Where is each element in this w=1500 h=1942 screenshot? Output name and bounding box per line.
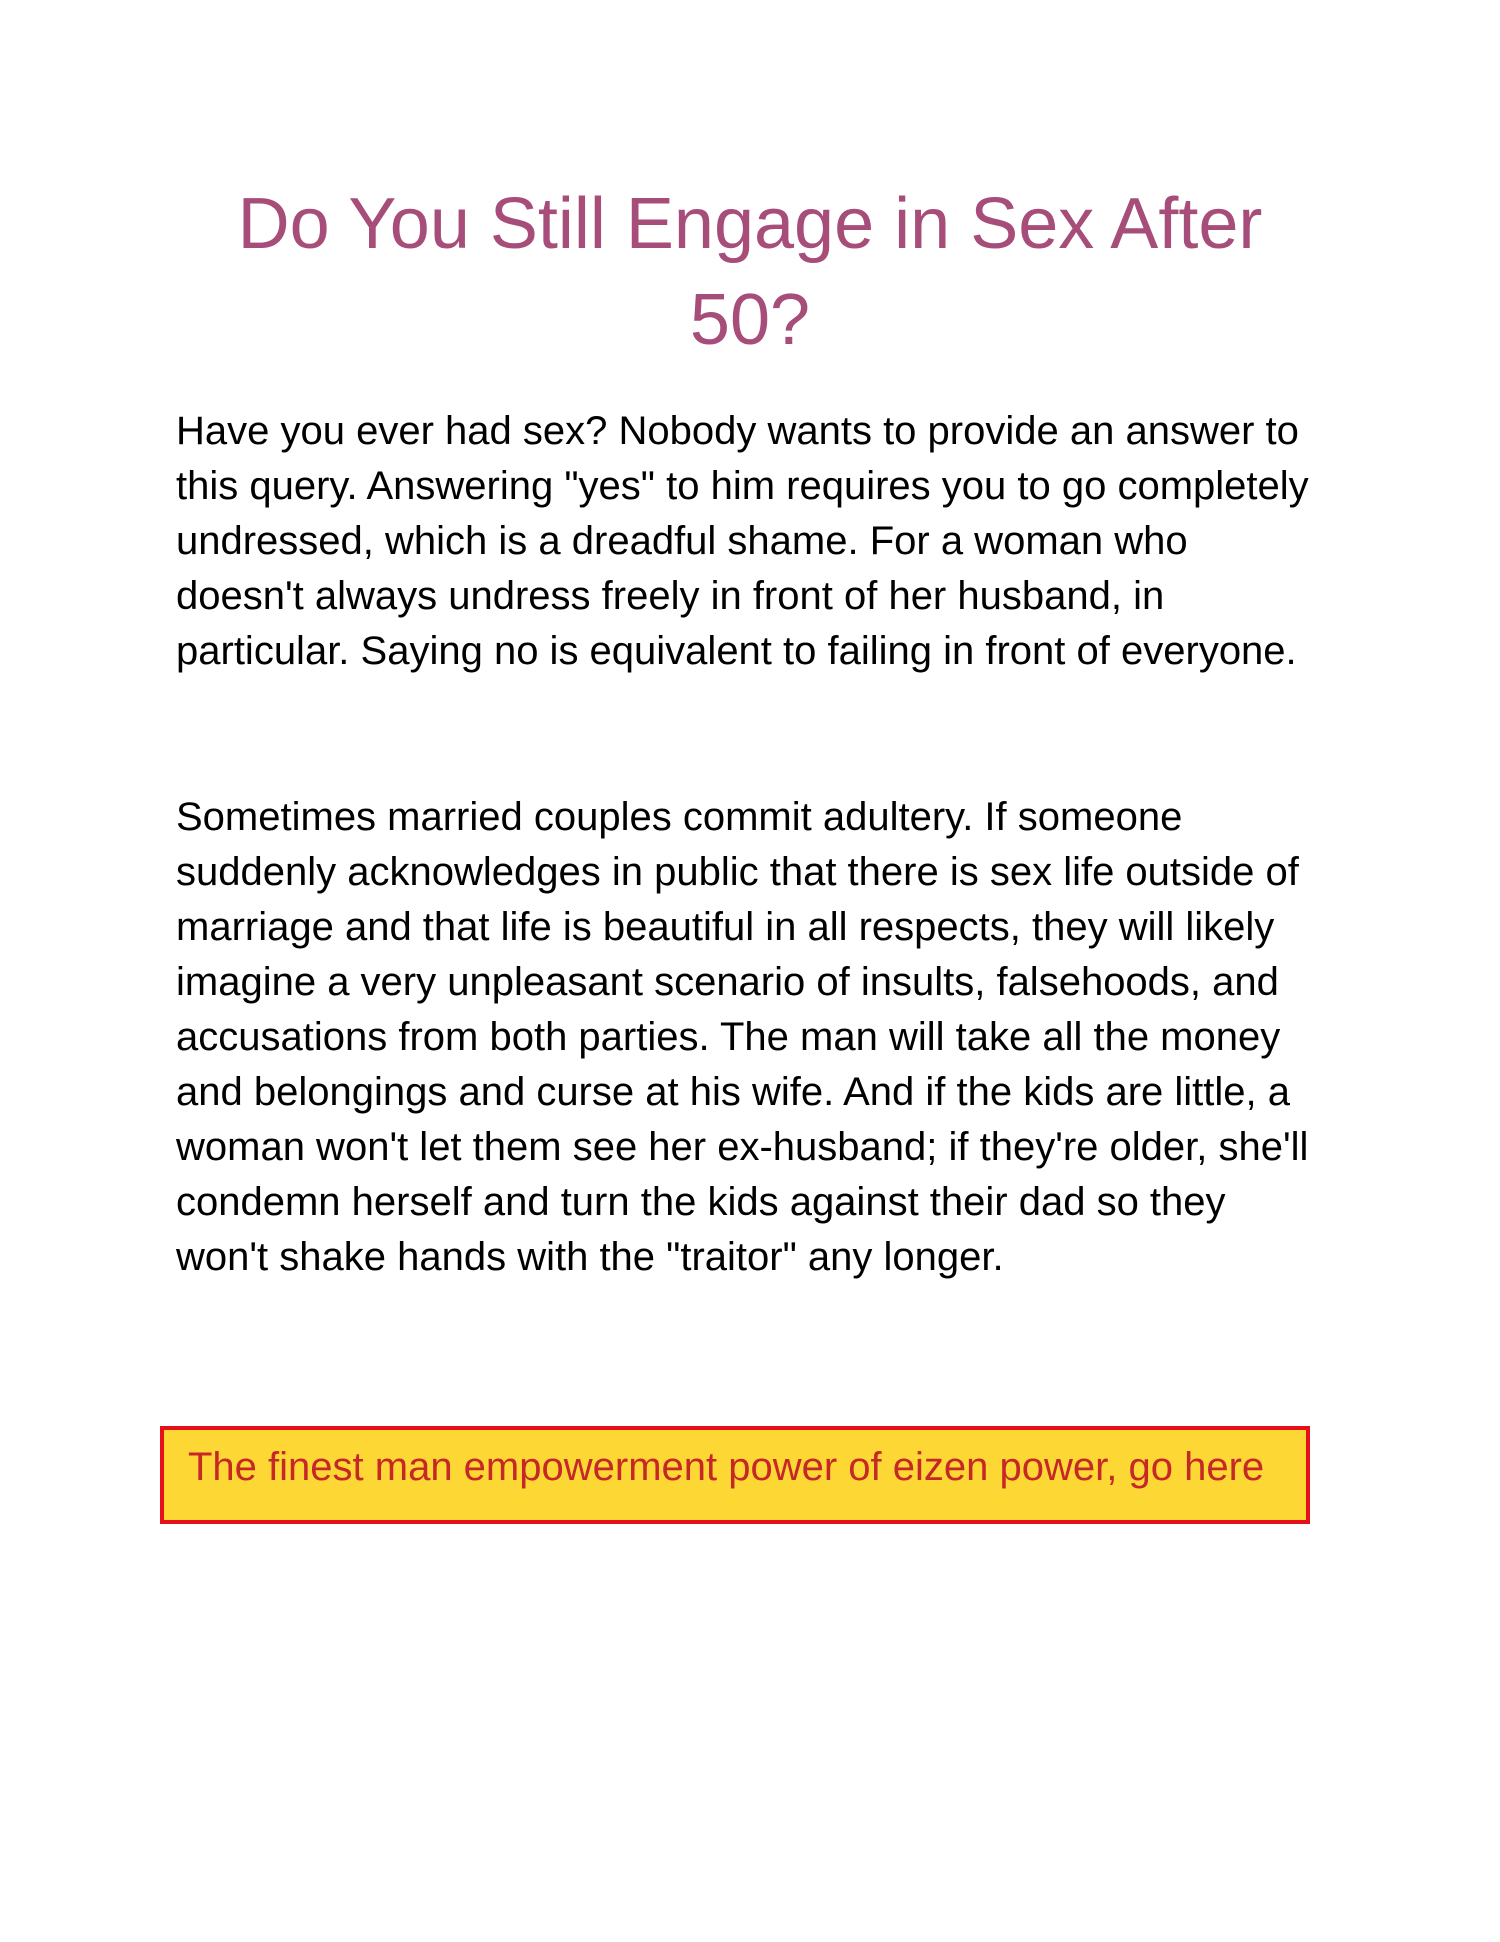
paragraph-intro: Have you ever had sex? Nobody wants to provide an answer to this query. Answering "yes" to him requires you to go completely undressed, which is a dreadful shame. For a woman who doesn't always undress freely in front of her husband, in particular. Saying no is equivalent to failing in front of everyone. xyxy=(176,409,1309,673)
promo-link[interactable]: The finest man empowerment power of eizen power, go here xyxy=(188,1445,1265,1489)
paragraph-adultery: Sometimes married couples commit adultery. If someone suddenly acknowledges in public that there is sex life outside of marriage and that life is beautiful in all respects, they will likely imagine a very unpleasant scenario of insults, falsehoods, and accusations from both parties. The man will take all the money and belongings and curse at his wife. And if the kids are little, a woman won't let them see her ex-husband; if they're older, she'll condemn herself and turn the kids against their dad so they won't shake hands with the "traitor" any longer. xyxy=(176,795,1309,1279)
promo-banner[interactable] xyxy=(160,1426,1310,1524)
page-title: Do You Still Engage in Sex After 50? xyxy=(237,184,1263,360)
